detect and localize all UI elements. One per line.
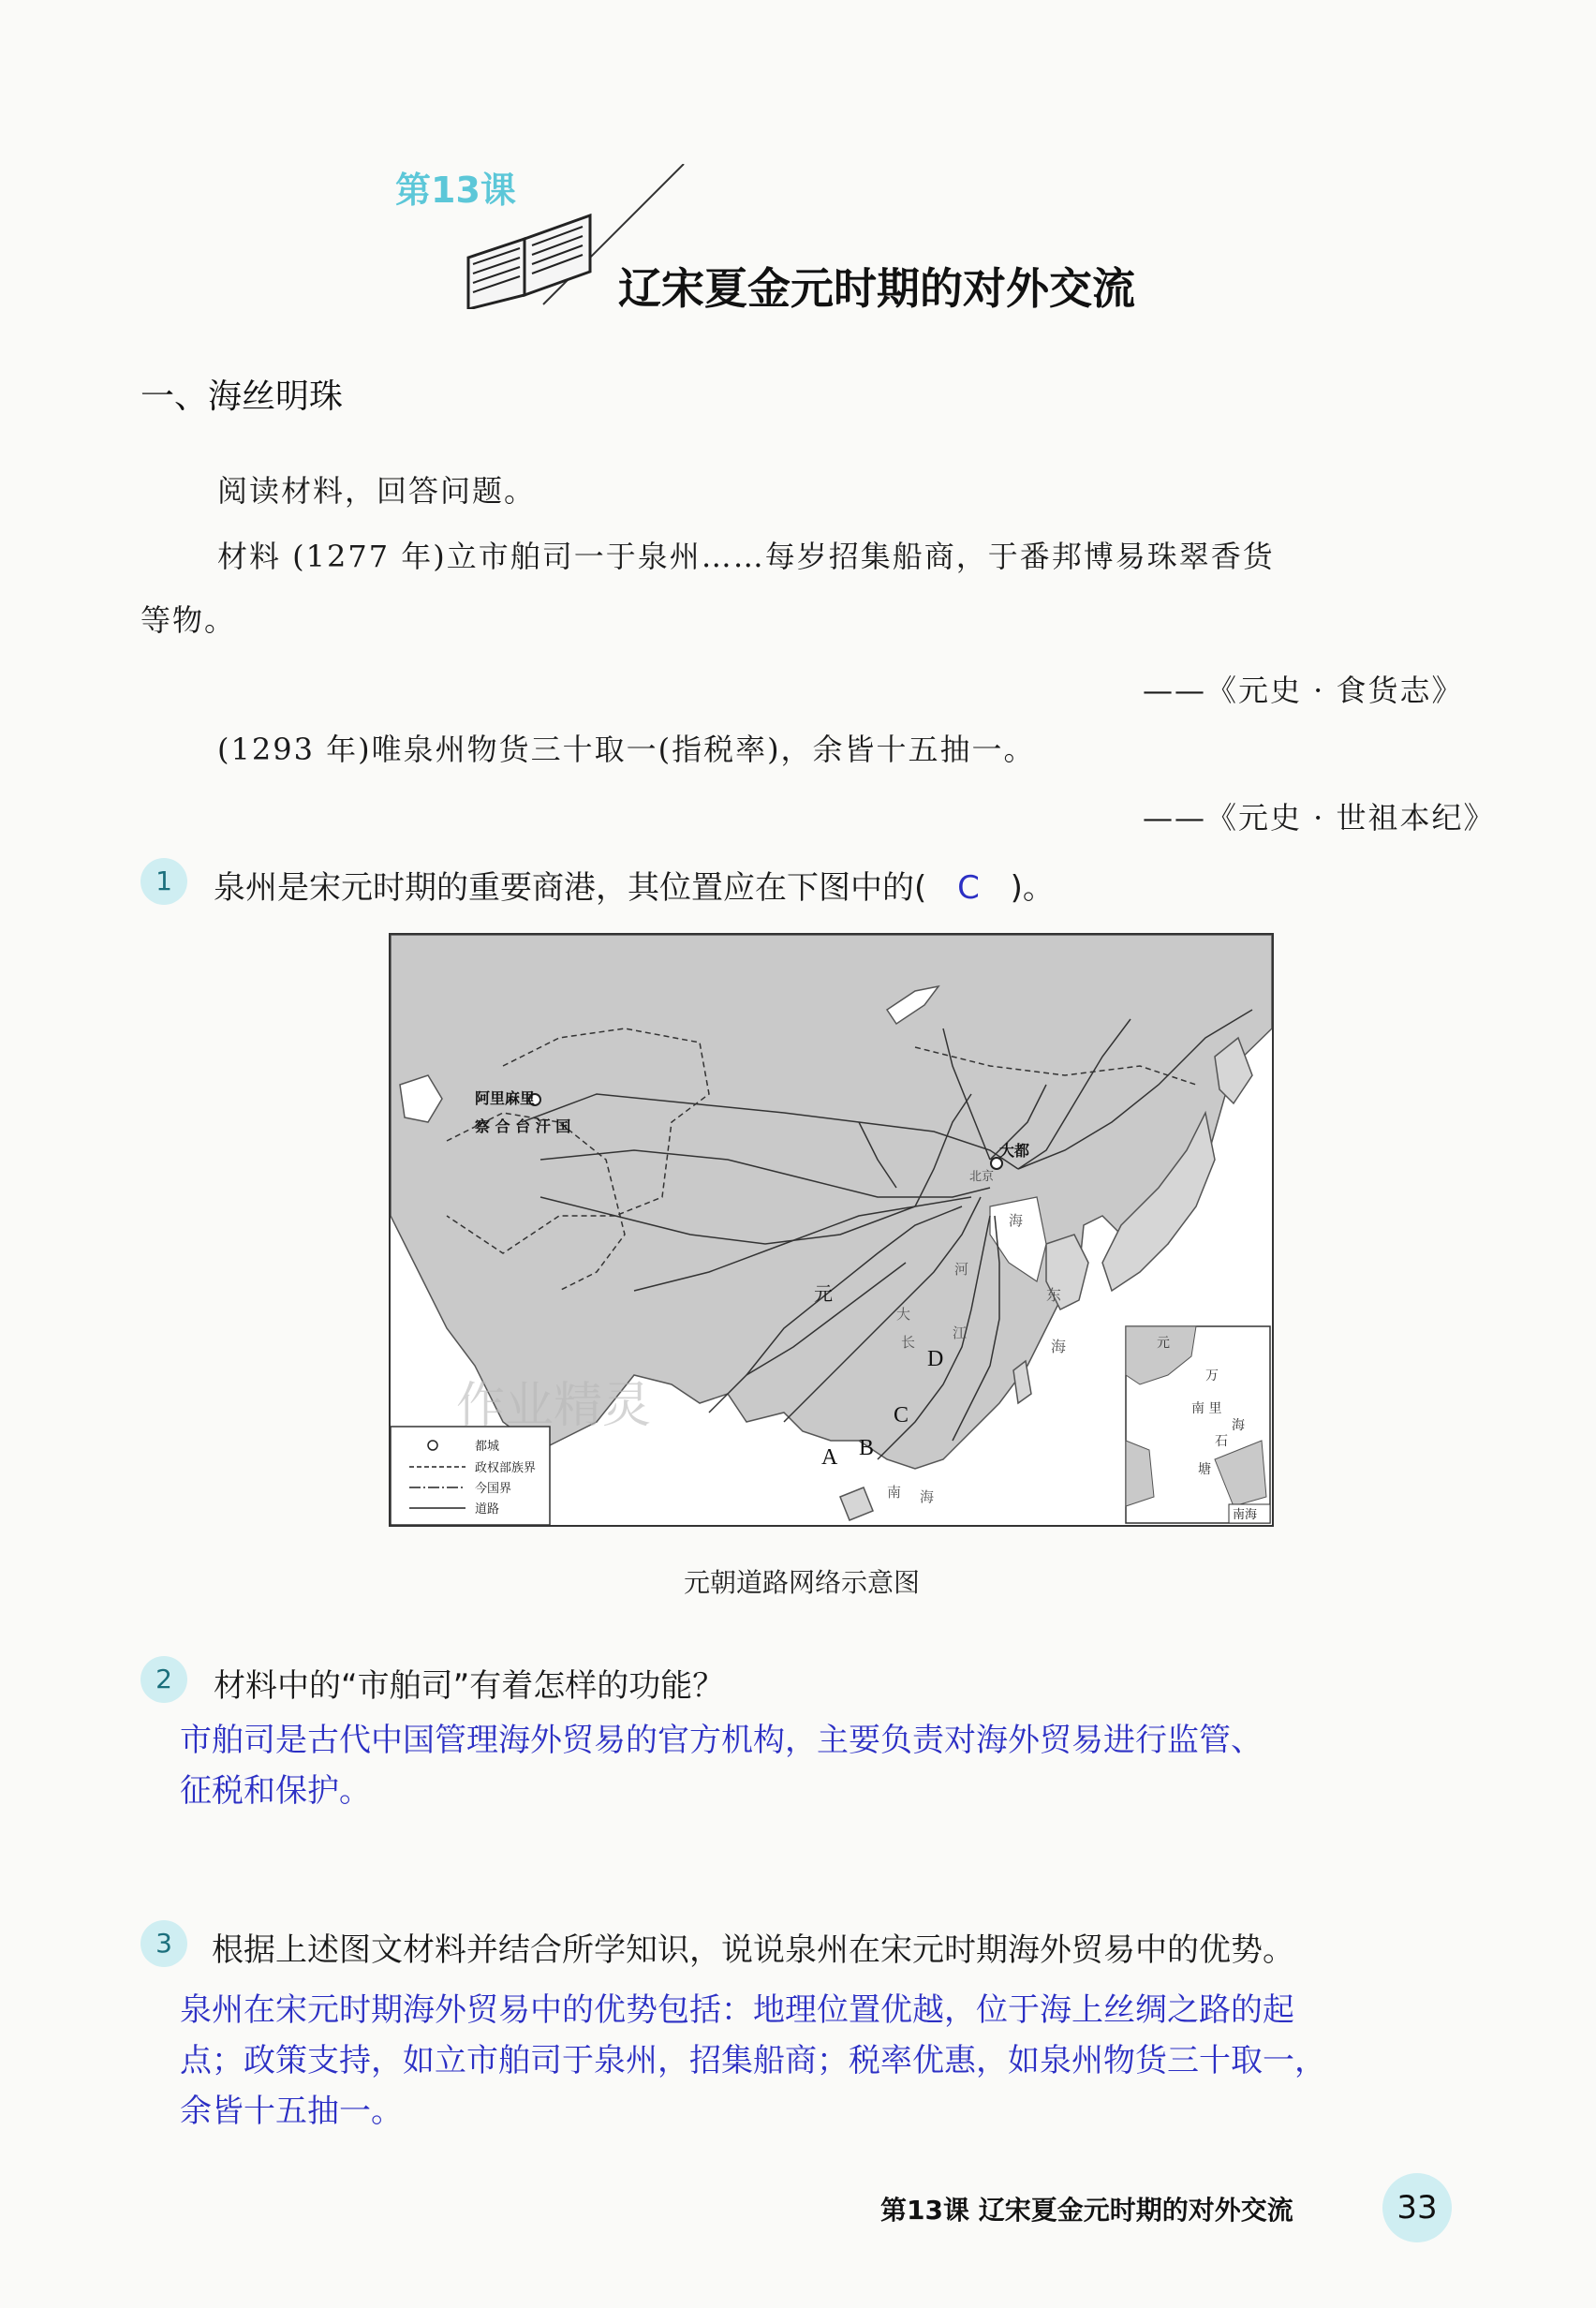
question-3-number: 3 xyxy=(140,1920,187,1967)
map-svg xyxy=(391,935,1272,1525)
watermark: 作业精灵 xyxy=(456,1378,652,1434)
material-2: (1293 年)唯泉州物货三十取一(指税率)，余皆十五抽一。 xyxy=(217,732,1036,767)
question-2-number: 2 xyxy=(140,1656,187,1703)
legend-modern-border: 今国界 xyxy=(475,1482,512,1496)
question-2-answer-line-2: 征税和保护。 xyxy=(180,1772,371,1810)
point-d: D xyxy=(927,1347,944,1371)
label-yangtze-2: 长 xyxy=(901,1334,916,1351)
question-1-suffix: )。 xyxy=(1010,869,1055,907)
source-citation-2: ——《元史 · 世祖本纪》 xyxy=(1143,800,1496,836)
question-1-prompt: 泉州是宋元时期的重要商港，其位置应在下图中的( xyxy=(214,869,927,907)
legend-capital-symbol xyxy=(428,1441,437,1450)
question-1-text xyxy=(214,862,1055,908)
label-chagatai: 察 合 台 汗 国 xyxy=(475,1117,571,1135)
map-legend xyxy=(391,1427,550,1525)
label-yuan: 元 xyxy=(814,1282,833,1305)
inset-label-nanhai: 南海 xyxy=(1233,1508,1258,1522)
legend-capital: 都城 xyxy=(475,1440,500,1454)
inset-label-wan: 万 xyxy=(1205,1369,1219,1383)
label-yangtze-3: 江 xyxy=(953,1324,968,1341)
question-2-text: 材料中的“市舶司”有着怎样的功能？ xyxy=(214,1667,725,1705)
legend-regime-border: 政权部族界 xyxy=(475,1461,537,1475)
question-1-number: 1 xyxy=(140,858,187,905)
inset-label-hai: 海 xyxy=(1232,1418,1245,1433)
inset-label-nanli: 南 里 xyxy=(1191,1401,1222,1416)
yuan-road-map xyxy=(389,933,1274,1527)
reading-instruction: 阅读材料，回答问题。 xyxy=(217,473,537,509)
question-1-answer: C xyxy=(957,869,980,907)
question-3-answer-line-1: 泉州在宋元时期海外贸易中的优势包括：地理位置优越，位于海上丝绸之路的起 xyxy=(180,1991,1294,2029)
question-2-answer-line-1: 市舶司是古代中国管理海外贸易的官方机构，主要负责对海外贸易进行监管、 xyxy=(180,1722,1263,1759)
open-book-icon xyxy=(459,206,599,309)
inset-label-shi: 石 xyxy=(1215,1434,1228,1449)
footer-lesson-title: 第13课 辽宋夏金元时期的对外交流 xyxy=(880,2195,1293,2226)
question-3-answer-line-2: 点；政策支持，如立市舶司于泉州，招集船商；税率优惠，如泉州物货三十取一， xyxy=(180,2042,1326,2079)
question-3-text: 根据上述图文材料并结合所学知识，说说泉州在宋元时期海外贸易中的优势。 xyxy=(212,1931,1294,1969)
legend-road: 道路 xyxy=(475,1502,500,1516)
label-east-sea-2: 海 xyxy=(1051,1338,1067,1355)
label-east-sea-1: 东 xyxy=(1046,1286,1062,1304)
inset-label-tang: 塘 xyxy=(1198,1462,1211,1477)
material-line-1: 材料 (1277 年)立市舶司一于泉州……每岁招集船商，于番邦博易珠翠香货 xyxy=(217,539,1275,574)
point-b: B xyxy=(859,1436,875,1460)
label-yangtze-1: 大 xyxy=(896,1306,911,1323)
point-a: A xyxy=(821,1445,838,1470)
page-number: 33 xyxy=(1382,2173,1452,2242)
inset-label-yuan: 元 xyxy=(1157,1336,1170,1351)
point-c: C xyxy=(894,1403,909,1428)
label-south-sea-2: 海 xyxy=(920,1488,935,1505)
south-sea-inset xyxy=(1126,1326,1270,1523)
label-dadu: 大都 xyxy=(999,1142,1030,1160)
label-south-sea-1: 南 xyxy=(887,1484,902,1501)
material-line-2: 等物。 xyxy=(140,602,237,638)
label-beijing: 北京 xyxy=(969,1170,995,1184)
lesson-title: 辽宋夏金元时期的对外交流 xyxy=(618,263,1135,314)
section-heading: 一、海丝明珠 xyxy=(140,377,344,416)
label-almalik: 阿里麻里 xyxy=(475,1089,536,1107)
map-caption: 元朝道路网络示意图 xyxy=(684,1567,921,1598)
source-citation-1: ——《元史 · 食货志》 xyxy=(1143,673,1464,708)
label-river: 河 xyxy=(954,1261,969,1278)
question-3-answer-line-3: 余皆十五抽一。 xyxy=(180,2093,403,2130)
label-yellow-sea: 海 xyxy=(1009,1212,1024,1229)
lesson-number: 第13课 xyxy=(395,170,516,211)
